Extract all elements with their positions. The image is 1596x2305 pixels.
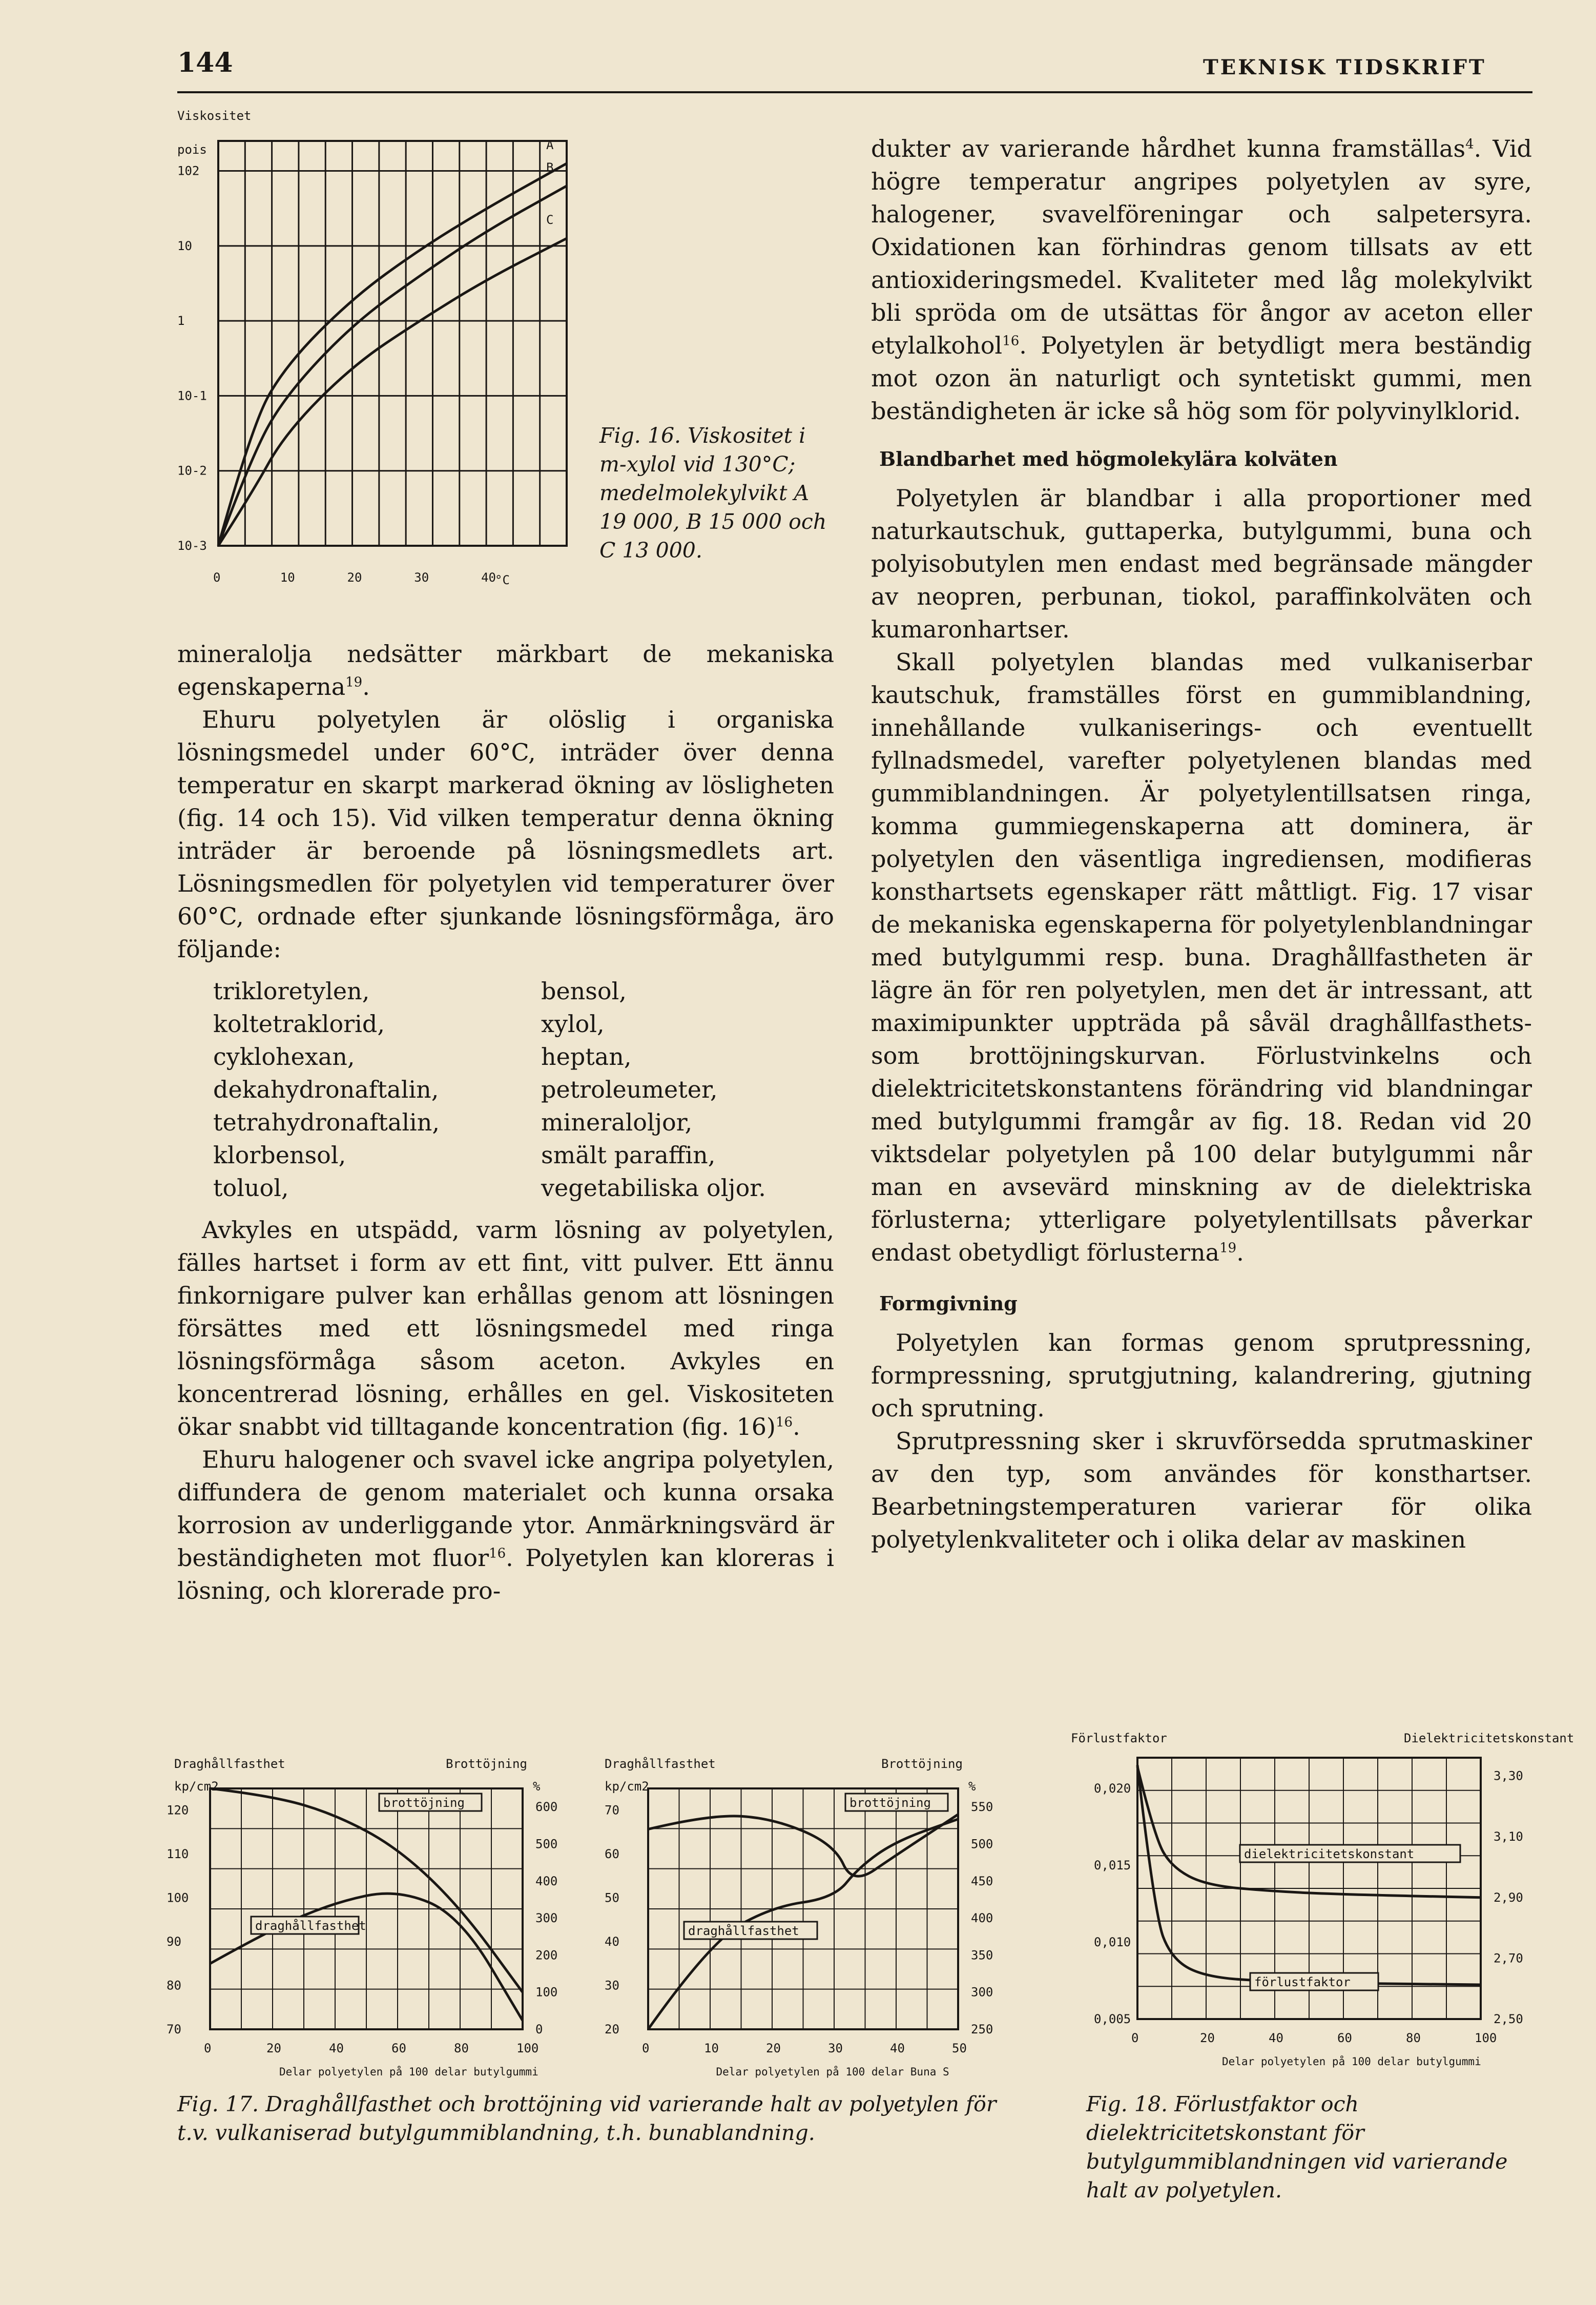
fig17-left-ytick-right: 100 [535, 1985, 558, 2000]
fig18-caption: Fig. 18. Förlustfaktor och dielektricitetskonstant för butylgummiblandningen vid varierande halt av polyetylen. [1086, 2092, 1508, 2203]
fig17-left-xtick: 40 [329, 2041, 344, 2055]
fig16-yunit: pois [177, 142, 207, 157]
fig17-right-ytick-left: 70 [605, 1803, 619, 1818]
fig18-xtick: 0 [1131, 2031, 1139, 2045]
fig17-right-ytick-right: 500 [971, 1837, 993, 1851]
fig17-left-xlabel: Delar polyetylen på 100 delar butylgummi [279, 2066, 538, 2078]
fig17-left-ytick-right: 200 [535, 1948, 558, 1963]
fig17-left-ylabel-left: kp/cm2 [174, 1779, 219, 1794]
header-rule [177, 91, 1532, 93]
fig18-ytick-left: 0,020 [1094, 1781, 1131, 1796]
col1-paragraph-2: Ehuru polyetylen är olöslig i organiska lösningsmedel under 60°C, inträder över denna temperatur en skarpt markerad ökning av lösligheten (fig. 14 och 15). Vid vilken temperatur denna ökning inträder är beroende på lösningsmedlets art. Lösningsmedlen för polyetylen vid temperaturer över 60°C, ordnade efter sjunkande lösningsförmåga, äro följande: [177, 706, 834, 963]
fig17-left-ylabel-right: % [533, 1779, 541, 1794]
fig16-series [218, 138, 567, 546]
fig17-right-ytick-left: 20 [605, 2022, 619, 2036]
fig16-ylabel: Viskositet [177, 109, 252, 123]
section-heading-blandbarhet: Blandbarhet med högmolekylära kolväten [879, 447, 1338, 470]
fig17-right-xtick: 40 [890, 2041, 905, 2055]
fig18-ytick-right: 2,50 [1494, 2012, 1523, 2026]
fig16-ytick: 10-3 [177, 539, 207, 553]
fig17-right-ytick-left: 50 [605, 1890, 619, 1905]
fig16-ytick: 10-1 [177, 388, 207, 403]
fig17-left-ytick-left: 70 [167, 2022, 181, 2036]
fig17-left-label-brottöjning: brottöjning [383, 1796, 465, 1810]
fig17-left-chart [167, 1753, 594, 2086]
fig17-right-ytick-left: 40 [605, 1934, 619, 1949]
fig16-ytick: 10 [177, 238, 192, 253]
fig17-left-ytick-right: 0 [535, 2022, 543, 2036]
fig17-right-xtick: 50 [952, 2041, 967, 2055]
col2-paragraph-4: Polyetylen kan formas genom sprutpressning, formpressning, sprutgjutning, kalandrering, gjutning och sprutning. [871, 1329, 1532, 1422]
journal-title: TEKNISK TIDSKRIFT [1203, 55, 1486, 79]
col1-paragraph-4: Ehuru halogener och svavel icke angripa polyetylen, diffundera de genom materialet och kunna orsaka korrosion av underliggande ytor. Anmärkningsvärd är beständigheten mot fluor$^{16}$. Polyetylen kan kloreras i lösning, och klorerade pro- [177, 1446, 834, 1604]
fig16-ytick: 1 [177, 314, 185, 328]
fig17-right-label-brottöjning: brottöjning [849, 1796, 931, 1810]
fig17-left-ytick-left: 100 [167, 1890, 189, 1905]
fig17-right-ytick-right: 400 [971, 1911, 993, 1926]
fig18-title-right: Dielektricitetskonstant [1404, 1731, 1574, 1745]
fig18-chart [1071, 1727, 1583, 2086]
fig16-curve-label-C: C [546, 213, 554, 228]
solvent-list [177, 965, 834, 1213]
section-heading-formgivning: Formgivning [879, 1292, 1018, 1315]
fig18-xlabel: Delar polyetylen på 100 delar butylgummi [1222, 2055, 1481, 2068]
fig17-left-ytick-right: 300 [535, 1911, 558, 1926]
fig17-right-title-left: Draghållfasthet [605, 1757, 716, 1771]
fig16-xtick: 30 [414, 570, 429, 585]
fig17-right-xlabel: Delar polyetylen på 100 delar Buna S [716, 2066, 949, 2078]
fig17-left-title-right: Brottöjning [446, 1757, 527, 1771]
fig17-left-xtick: 80 [454, 2041, 469, 2055]
fig16-ytick: 102 [177, 163, 200, 178]
col2-paragraph-2: Polyetylen är blandbar i alla proportioner med naturkautschuk, guttaperka, butylgummi, buna och polyisobutylen men endast med begränsade mängder av neopren, perbunan, tiokol, paraffinkolväten och kumaronhartser. [871, 484, 1532, 643]
solvent-list-right: bensol, xylol, heptan, petroleumeter, mineraloljor, smält paraffin, vegetabiliska oljor. [541, 977, 766, 1202]
fig18-xtick: 80 [1406, 2031, 1421, 2045]
fig18-xtick: 60 [1337, 2031, 1352, 2045]
fig17-left-title-left: Draghållfasthet [174, 1757, 285, 1771]
fig17-caption: Fig. 17. Draghållfasthet och brottöjning vid varierande halt av polyetylen för t.v. vulkaniserad butylgummiblandning, t.h. bunablandning. [177, 2092, 997, 2145]
fig17-right-xtick: 10 [704, 2041, 719, 2055]
fig18-label-dielektricitetskonstant: dielektricitetskonstant [1244, 1847, 1415, 1861]
fig18-label-förlustfaktor: förlustfaktor [1254, 1975, 1351, 1989]
fig17-left-ytick-right: 400 [535, 1874, 558, 1888]
fig17-right-xtick: 30 [828, 2041, 843, 2055]
col2-paragraph-3: Skall polyetylen blandas med vulkaniserbar kautschuk, framställes först en gummiblandning, innehållande vulkaniserings- och eventuellt fyllnadsmedel, varefter polyetylenen blandas med gummiblandningen. Är polyetylentillsatsen ringa, komma gummiegenskaperna att dominera, är polyetylen den väsentliga ingrediensen, modifieras konsthartsets egenskaper rätt måttligt. Fig. 17 visar de mekaniska egenskaperna för polyetylenblandningar med butylgummi resp. buna. Draghållfastheten är lägre än för ren polyetylen, men det är intressant, att maximipunkter uppträda på såväl draghållfasthets- som brottöjningskurvan. Förlustvinkelns och dielektricitetskonstantens förändring vid blandningar med butylgummi framgår av fig. 18. Redan vid 20 viktsdelar polyetylen på 100 delar butylgummi når man en avsevärd minskning av de dielektriska förlusterna; ytterligare polyetylentillsats påverkar endast obetydligt förlusterna$^{19}$. [871, 648, 1532, 1266]
fig17-left-ytick-right: 500 [535, 1837, 558, 1851]
fig17-left-xtick: 20 [266, 2041, 281, 2055]
fig18-ytick-left: 0,010 [1094, 1935, 1131, 1949]
fig17-left-xtick: 100 [516, 2041, 539, 2055]
fig18-ytick-right: 2,70 [1494, 1951, 1523, 1966]
fig17-left-ytick-left: 110 [167, 1847, 189, 1862]
fig16-xtick: 0 [213, 570, 221, 585]
fig17-right-ytick-right: 350 [971, 1948, 993, 1963]
fig17-right-ylabel-left: kp/cm2 [605, 1779, 649, 1794]
fig17-right-label-draghållfasthet: draghållfasthet [688, 1924, 799, 1938]
fig17-left-ytick-right: 600 [535, 1800, 558, 1815]
fig17-right-ytick-right: 450 [971, 1874, 993, 1888]
fig17-left-ytick-left: 120 [167, 1803, 189, 1818]
col1-paragraph-1: mineralolja nedsätter märkbart de mekaniska egenskaperna$^{19}$. [177, 640, 834, 701]
fig16-curve-label-B: B [546, 160, 554, 175]
fig18-ytick-right: 3,30 [1494, 1768, 1523, 1783]
fig16-xunit: °C [495, 573, 510, 587]
fig17-right-ytick-left: 60 [605, 1847, 619, 1862]
fig18-xtick: 100 [1475, 2031, 1497, 2045]
solvent-list-left: trikloretylen, koltetraklorid, cyklohexan, dekahydronaftalin, tetrahydronaftalin, klorbensol, toluol, [213, 977, 440, 1202]
fig16-frame [218, 141, 567, 546]
fig18-xtick: 40 [1269, 2031, 1283, 2045]
fig17-right-ytick-right: 300 [971, 1985, 993, 2000]
fig16-xtick: 10 [280, 570, 295, 585]
column-left [177, 637, 834, 1607]
fig17-right-chart [605, 1753, 1025, 2086]
fig18-ytick-right: 3,10 [1494, 1829, 1523, 1844]
fig17-left-xtick: 0 [204, 2041, 212, 2055]
fig18-xtick: 20 [1200, 2031, 1215, 2045]
col2-paragraph-1: dukter av varierande hårdhet kunna framställas$^4$. Vid högre temperatur angripes polyetylen av syre, halogener, svavelföreningar och salpetersyra. Oxidationen kan förhindras genom tillsats av ett antioxideringsmedel. Kvaliteter med låg molekylvikt bli spröda om de utsättas för ångor av aceton eller etylalkohol$^{16}$. Polyetylen är betydligt mera beständig mot ozon än naturligt och syntetiskt gummi, men beständigheten är icke så hög som för polyvinylklorid. [871, 135, 1532, 425]
page-number: 144 [177, 47, 233, 78]
fig16-curve-A [218, 163, 567, 546]
fig16-curve-label-A: A [546, 137, 554, 152]
fig17-left-xtick: 60 [391, 2041, 406, 2055]
fig17-right-ytick-right: 550 [971, 1800, 993, 1815]
fig16-ytick: 10-2 [177, 463, 207, 478]
col1-paragraph-3: Avkyles en utspädd, varm lösning av polyetylen, fälles hartset i form av ett fint, vitt pulver. Ett ännu finkornigare pulver kan erhållas genom att lösningen försättes med ett lösningsmedel med ringa lösningsförmåga såsom aceton. Avkyles en koncentrerad lösning, erhålles en gel. Viskositeten ökar snabbt vid tilltagande koncentration (fig. 16)$^{16}$. [177, 1216, 834, 1440]
fig17-right-xtick: 0 [642, 2041, 650, 2055]
fig16-xtick: 20 [347, 570, 362, 585]
fig17-right-title-right: Brottöjning [881, 1757, 963, 1771]
col2-paragraph-5: Sprutpressning sker i skruvförsedda sprutmaskiner av den typ, som användes för konsthartser. Bearbetningstemperaturen varierar för olika polyetylenkvaliteter och i olika delar av maskinen [871, 1427, 1532, 1553]
fig17-right-ylabel-right: % [968, 1779, 976, 1794]
fig17-right-ytick-left: 30 [605, 1978, 619, 1993]
fig17-left-ytick-left: 90 [167, 1934, 181, 1949]
fig16-xtick: 40 [481, 570, 496, 585]
column-right [871, 132, 1532, 1556]
fig18-ytick-left: 0,005 [1094, 2012, 1131, 2026]
fig18-title-left: Förlustfaktor [1071, 1731, 1167, 1745]
fig18-ytick-right: 2,90 [1494, 1890, 1523, 1905]
fig16-grid [218, 141, 567, 546]
fig18-ytick-left: 0,015 [1094, 1858, 1131, 1872]
fig17-right-ytick-right: 250 [971, 2022, 993, 2036]
fig16-chart [177, 108, 587, 600]
fig16-caption: Fig. 16. Viskositet i m-xylol vid 130°C; medelmolekylvikt A 19 000, B 15 000 och C 13 000. [599, 423, 827, 563]
fig17-left-ytick-left: 80 [167, 1978, 181, 1993]
fig16-curve-B [218, 186, 567, 546]
fig17-left-label-draghållfasthet: draghållfasthet [255, 1919, 366, 1933]
fig17-right-xtick: 20 [766, 2041, 781, 2055]
